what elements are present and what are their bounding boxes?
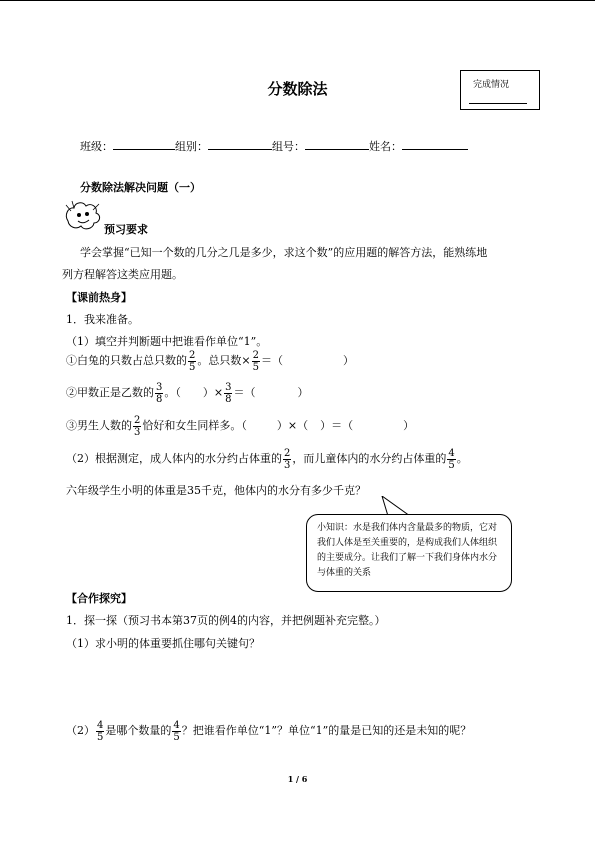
page-title: 分数除法 [267, 80, 328, 98]
class-blank[interactable] [113, 137, 175, 150]
sub2-fraction-a: $\frac{2}{3}$ [284, 447, 291, 471]
mascot-icon [62, 199, 104, 235]
group-no-label: 组号： [272, 140, 305, 153]
completion-status-blank[interactable] [469, 103, 527, 104]
q1-fraction-b: $\frac{2}{5}$ [252, 349, 259, 373]
tip-text: 小知识：水是我们体内含量最多的物质，它对我们人体是至关重要的，是构成我们人体组织的主要成分。让我们了解一下我们身体内水分与体重的关系 [317, 523, 498, 578]
warmup-q1: ①白兔的只数占总只数的 $\frac{2}{5}$ 。总只数× $\frac{2}{5}$ ＝（ ） [66, 349, 354, 373]
completion-status-label: 完成情况 [473, 80, 510, 90]
q1-fraction-a: $\frac{2}{5}$ [189, 349, 196, 373]
explore-q1: （1）求小明的体重要抓住哪句关键句？ [66, 637, 260, 650]
name-label: 姓名： [369, 140, 402, 153]
tip-speech-bubble [306, 514, 512, 592]
warmup-sub1: （1）填空并判断题中把谁看作单位“1”。 [66, 335, 268, 348]
group-blank[interactable] [208, 137, 272, 150]
sub2-text: （2）根据测定，成人体内的水分约占体重的 [66, 452, 282, 465]
explore-item1: 1．探一探（预习书本第37页的例4的内容，并把例题补充完整。） [66, 614, 386, 627]
warmup-q3: ③男生人数的 $\frac{2}{3}$ 恰好和女生同样多。（ ）×（ ）＝（ ） [66, 414, 415, 438]
warmup-heading: 【课前热身】 [66, 291, 132, 304]
explore-q2: （2） $\frac{4}{5}$ 是哪个数量的 $\frac{4}{5}$ ？把谁看作单位“1”？单位“1”的量是已知的还是未知的呢？ [66, 719, 472, 743]
q3-text: ③男生人数的 [66, 419, 132, 432]
q3-fraction-a: $\frac{2}{3}$ [134, 414, 141, 438]
explore-heading: 【合作探究】 [66, 592, 132, 605]
group-label: 组别： [175, 140, 208, 153]
q2-fraction-b: $\frac{3}{8}$ [225, 381, 232, 405]
preview-heading: 预习要求 [104, 223, 148, 236]
name-blank[interactable] [402, 137, 468, 150]
warmup-item1: 1．我来准备。 [66, 313, 139, 326]
info-row [80, 137, 468, 154]
warmup-question: 六年级学生小明的体重是35千克，他体内的水分有多少千克？ [66, 484, 366, 497]
preview-text-line1: 学会掌握“已知一个数的几分之几是多少，求这个数”的应用题的解答方法，能熟练地 [80, 246, 488, 259]
explore-q2-fraction-b: $\frac{4}{5}$ [173, 719, 180, 743]
q1-text: ①白兔的只数占总只数的 [66, 354, 187, 367]
preview-text-line2: 列方程解答这类应用题。 [62, 268, 183, 281]
q1-text-mid: 。总只数× [197, 354, 251, 367]
completion-status-box [460, 70, 540, 110]
explore-q2-fraction-a: $\frac{4}{5}$ [97, 719, 104, 743]
sub2-fraction-b: $\frac{4}{5}$ [448, 447, 455, 471]
q2-text: ②甲数正是乙数的 [66, 386, 154, 399]
warmup-sub2: （2）根据测定，成人体内的水分约占体重的 $\frac{2}{3}$ ，而儿童体内的水分约占体重的 $\frac{4}{5}$ 。 [66, 447, 468, 471]
top-border [0, 0, 595, 1]
class-label: 班级： [80, 140, 113, 153]
q2-fraction-a: $\frac{3}{8}$ [156, 381, 163, 405]
speech-bubble-tail [380, 496, 420, 516]
section-title: 分数除法解决问题（一） [80, 181, 201, 194]
warmup-q2: ②甲数正是乙数的 $\frac{3}{8}$ 。（ ）× $\frac{3}{8}$ ＝（ ） [66, 381, 309, 405]
group-no-blank[interactable] [305, 137, 369, 150]
q1-text-post: ＝（ [260, 354, 283, 367]
page-number: 1 / 6 [287, 774, 308, 784]
